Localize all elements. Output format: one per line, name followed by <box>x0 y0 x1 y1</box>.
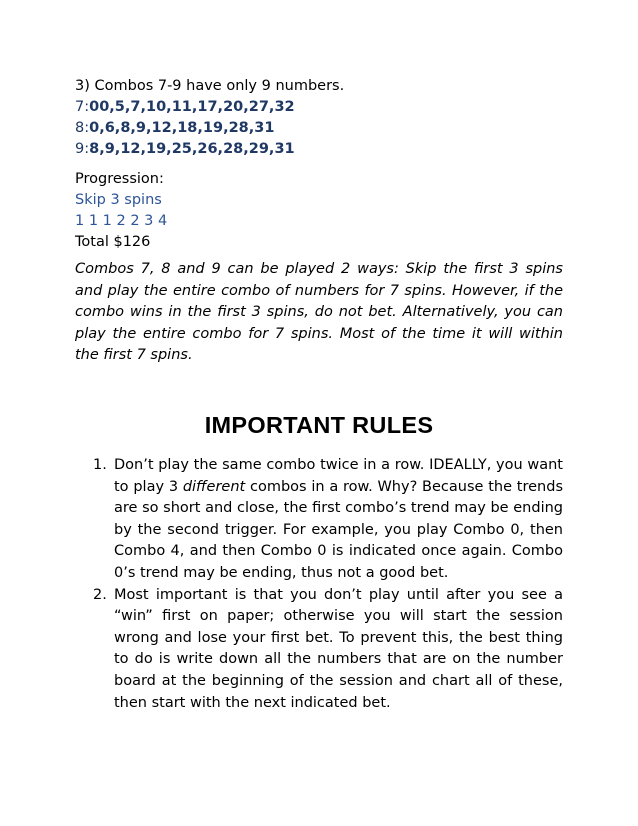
combo-7-label: 7: <box>75 99 90 115</box>
combo-9-label: 9: <box>75 141 90 157</box>
combo-9-numbers: 8,9,12,19,25,26,28,29,31 <box>89 141 295 157</box>
rule-text <box>114 457 563 581</box>
rule-item <box>93 455 563 585</box>
progression-block <box>75 169 167 253</box>
rules-heading: IMPORTANT RULES <box>204 412 434 438</box>
progression-title: Progression: <box>75 171 164 187</box>
rules-list <box>93 455 563 714</box>
rule-emphasis: different <box>182 478 246 495</box>
progression-skip: Skip 3 spins <box>75 192 162 208</box>
rule-text-part: combos in a row. Why? Because the trends are so short and close, the first combo’s trend may be ending by the second trigger. For example, you play Combo 0, then Combo 4, and then Combo 0 is indicated once again. Combo 0’s trend may be ending, thus not a good bet. <box>114 478 563 581</box>
rule-text-part: Don’t play the same combo twice in a row. IDEALLY, you want to play 3 <box>114 457 563 495</box>
progression-sequence: 1 1 1 2 2 3 4 <box>75 213 168 229</box>
combo-8-numbers: 0,6,8,9,12,18,19,28,31 <box>89 120 275 136</box>
combos-title: 3) Combos 7-9 have only 9 numbers. <box>75 78 345 94</box>
rule-text: Most important is that you don’t play until after you see a “win” first on paper; otherwise you will start the session wrong and lose your first bet. To prevent this, the best thing to do is write down all the numbers that are on the number board at the beginning of the session and chart all of these, then start with the next indicated bet. <box>114 586 563 711</box>
rule-number: 2. <box>93 586 107 603</box>
combo-8-line <box>75 118 274 139</box>
combo-9-line <box>75 139 295 160</box>
combo-8-label: 8: <box>75 120 90 136</box>
combo-note-paragraph: Combos 7, 8 and 9 can be played 2 ways: Skip the first 3 spins and play the entire combo of numbers for 7 spins. However, if the combo wins in the first 3 spins, do not bet. Alternatively, you can play the entire combo for 7 spins. Most of the time it will within the first 7 spins. <box>75 261 563 363</box>
rule-item <box>93 585 563 715</box>
combo-7-line <box>75 97 295 118</box>
rule-number: 1. <box>93 457 107 473</box>
combo-7-numbers: 00,5,7,10,11,17,20,27,32 <box>89 99 295 115</box>
progression-total: Total $126 <box>75 234 151 250</box>
